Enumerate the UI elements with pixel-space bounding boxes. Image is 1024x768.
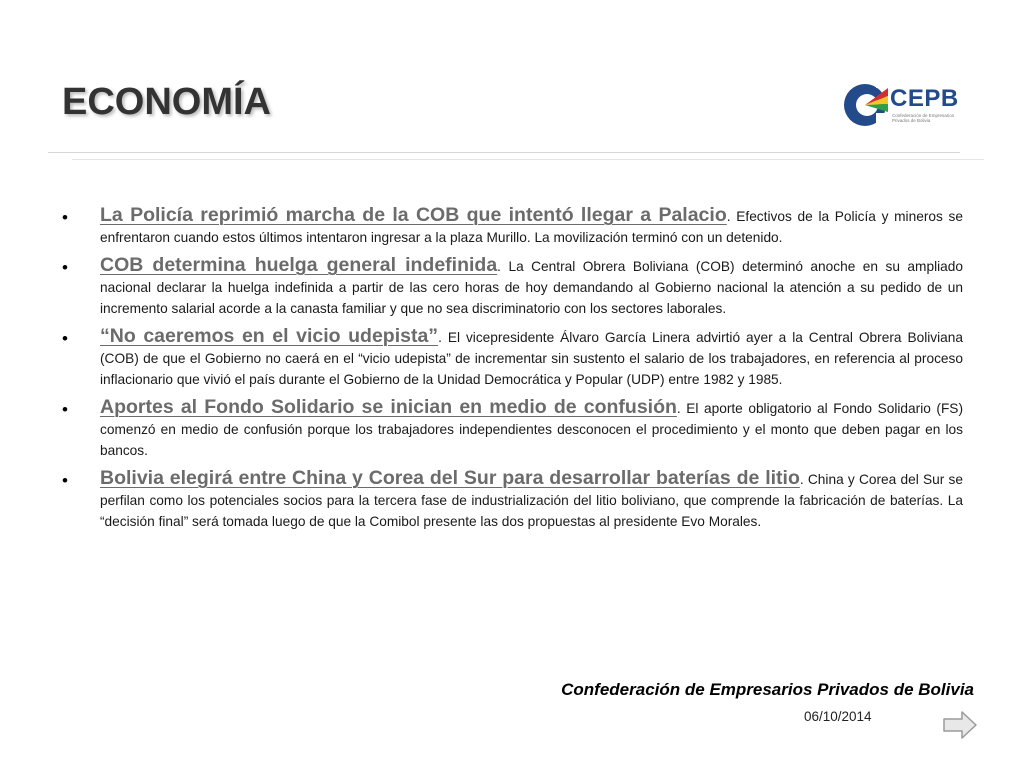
list-item: [62, 205, 963, 248]
next-slide-button[interactable]: [942, 710, 978, 740]
news-text: [100, 326, 963, 390]
separator: .: [497, 259, 509, 274]
cepb-logo: [842, 80, 962, 130]
footer-organization: Confederación de Empresarios Privados de Bolivia: [561, 680, 974, 699]
footer-date: 06/10/2014: [804, 709, 872, 724]
right-arrow-icon: [942, 710, 978, 740]
news-body: Efectivos de la Policía y mineros se enfrentaron cuando estos últimos intentaron ingresar a la plaza Murillo. La movilización terminó con un detenido.: [100, 209, 963, 245]
news-text: [100, 468, 963, 532]
bullet: •: [62, 400, 68, 419]
news-headline[interactable]: “No caeremos en el vicio udepista”: [100, 325, 439, 347]
news-text: [100, 255, 963, 319]
logo-name: CEPB: [890, 85, 959, 112]
separator: .: [676, 401, 687, 416]
news-headline[interactable]: Aportes al Fondo Solidario se inician en medio de confusión: [100, 396, 677, 418]
bullet: •: [62, 258, 68, 277]
news-text: [100, 205, 963, 248]
separator: .: [799, 472, 808, 487]
list-item: [62, 326, 963, 390]
cepb-logo-mark-icon: [842, 80, 888, 130]
bullet: •: [62, 471, 68, 490]
bullet: •: [62, 329, 68, 348]
news-body: El aporte obligatorio al Fondo Solidario (FS) comenzó en medio de confusión porque los trabajadores independientes desconocen el procedimiento y el monto que deben pagar en los bancos.: [100, 401, 963, 458]
news-body: China y Corea del Sur se perfilan como los potenciales socios para la tercera fase de industrialización del litio boliviano, que comprende la fabricación de baterías. La “decisión final” será tomada luego de que la Comibol presente las dos propuestas al presidente Evo Morales.: [100, 472, 964, 529]
divider-line: [48, 152, 960, 153]
separator: .: [726, 209, 737, 224]
list-item: [62, 468, 963, 532]
news-text: [100, 397, 963, 461]
news-headline[interactable]: COB determina huelga general indefinida: [100, 254, 498, 276]
bullet: •: [62, 208, 68, 227]
separator: .: [438, 330, 448, 345]
logo-subtitle: Confederación de Empresarios Privados de Bolivia: [892, 113, 955, 123]
list-item: [62, 255, 963, 319]
page-title: ECONOMÍA: [62, 81, 271, 123]
news-headline[interactable]: La Policía reprimió marcha de la COB que intentó llegar a Palacio: [100, 204, 727, 226]
news-body: El vicepresidente Álvaro García Linera advirtió ayer a la Central Obrera Boliviana (COB) de que el Gobierno no caerá en el “vicio udepista” de incrementar sin sustento el salario de los trabajadores, en referencia al proceso inflacionario que vivió el país durante el Gobierno de la Unidad Democrática y Popular (UDP) entre 1982 y 1985.: [100, 330, 963, 387]
news-body: La Central Obrera Boliviana (COB) determinó anoche en su ampliado nacional declarar la huelga indefinida a partir de las cero horas de hoy demandando al Gobierno nacional la atención a su pedido de un incremento salarial acorde a la canasta familiar y que no sea discriminatorio con los sectores laborales.: [100, 259, 963, 316]
divider-line-shadow: [72, 159, 984, 160]
news-list: [62, 205, 963, 539]
list-item: [62, 397, 963, 461]
news-headline[interactable]: Bolivia elegirá entre China y Corea del Sur para desarrollar baterías de litio: [100, 467, 800, 489]
